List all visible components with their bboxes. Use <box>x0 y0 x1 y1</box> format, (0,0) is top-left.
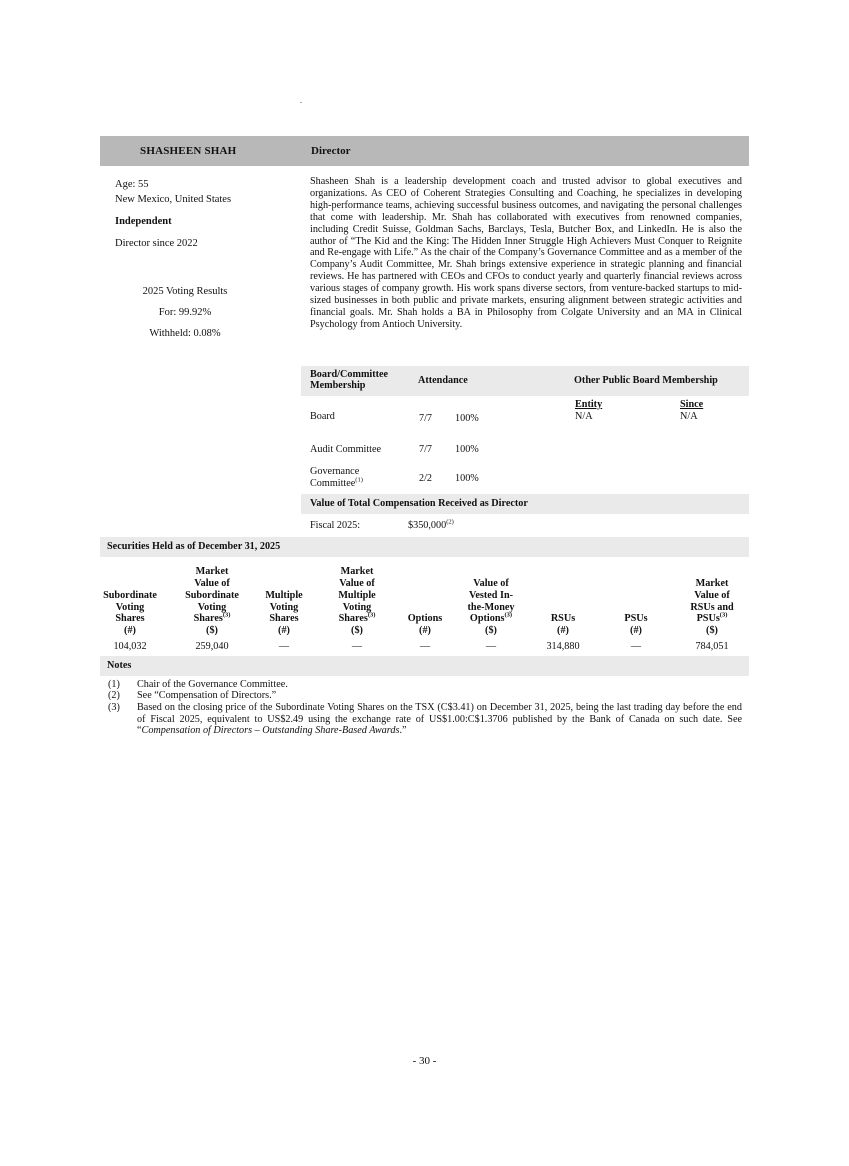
securities-value: 104,032 <box>113 641 147 652</box>
audit-row-fraction: 7/7 <box>419 444 433 455</box>
membership-header-line1: Board/Committee <box>310 369 389 380</box>
securities-value: — <box>351 641 363 652</box>
note-text: Chair of the Governance Committee. <box>137 679 288 690</box>
board-row-percent: 100% <box>455 413 479 424</box>
since-label: Since <box>680 399 704 410</box>
footnote-ref: (1) <box>355 476 363 484</box>
since-value: N/A <box>680 411 698 422</box>
notes-title: Notes <box>107 660 132 671</box>
note-number: (1) <box>108 679 120 690</box>
attendance-column-header: Attendance <box>418 375 468 386</box>
other-board-column-header: Other Public Board Membership <box>574 375 718 386</box>
securities-column-header: Multiple Voting Shares (#) <box>265 589 303 637</box>
footnote-ref: (2) <box>446 518 454 526</box>
securities-value: — <box>630 641 642 652</box>
director-name: SHASHEEN SHAH <box>140 145 237 157</box>
independence-status: Independent <box>115 216 172 227</box>
audit-row-label: Audit Committee <box>310 444 382 455</box>
note-number: (2) <box>108 690 120 701</box>
director-since-text: Director since 2022 <box>115 238 198 249</box>
fiscal-label: Fiscal 2025: <box>310 520 361 531</box>
securities-column-header: PSUs (#) <box>624 613 648 637</box>
securities-column-header: Value of Vested In- the-Money Options$^{(3)}$ ($) <box>467 578 515 637</box>
director-biography: Shasheen Shah is a leadership development coach and trusted advisor to global executives and organizations. As CEO of Coherent Strategies Consulting and Coaching, he specializes in developing high-performance teams, achieving successful business outcomes, and navigating the personal challenges that come with leadership. Mr. Shah has collaborated with executives from renowned companies, including Credit Suisse, Goldman Sachs, Barclays, Tesla, Butcher Box, and LinkedIn. He is also the author of “The Kid and the King: The Hidden Inner Struggle High Achievers Must Conquer to Reignite and Re-engage with Life.” As the chair of the Company’s Governance Committee and as a member of the Company’s Audit Committee, Mr. Shah brings extensive experience in strategic planning and financial reviews. He has partnered with CEOs and CFOs to conduct yearly and quarterly financial reviews across various stages of company growth. His work spans diverse sectors, from venture-backed startups to mid-sized businesses in both public and private markets, ensuring alignment between strategic activities and financial goals. Mr. Shah holds a BA in Philosophy from Colgate University and an MA in Clinical Psychology from Antioch University. <box>310 176 742 330</box>
securities-column-header: Subordinate Voting Shares (#) <box>103 589 157 637</box>
note-text <box>137 702 742 737</box>
securities-column-header: Market Value of RSUs and PSUs$^{(3)}$ ($) <box>690 578 734 637</box>
governance-label-line2: Committee <box>310 477 356 489</box>
securities-value: 784,051 <box>695 641 729 652</box>
governance-row-percent: 100% <box>455 473 479 484</box>
fiscal-value <box>408 520 454 531</box>
note-text-part: .” <box>399 725 407 737</box>
director-header <box>100 136 749 166</box>
membership-header-line2: Membership <box>310 380 366 391</box>
securities-title: Securities Held as of December 31, 2025 <box>107 541 281 552</box>
audit-row-percent: 100% <box>455 444 479 455</box>
note-text-part: Based on the closing price of the Subordinate Voting Shares on the TSX (C$3.41) on December 31, 2025, being the last trading day before the end of Fiscal 2025, equivalent to US$2.49 using the exchange rate of US$1.00:C$1.3706 published by the Bank of Canada on such date. See “ <box>137 702 742 737</box>
membership-column-header <box>310 369 388 391</box>
securities-header <box>100 537 749 557</box>
board-table-header <box>301 366 749 396</box>
voting-results <box>130 281 240 344</box>
note-item <box>108 702 742 737</box>
compensation-amount: $350,000 <box>408 520 447 531</box>
governance-row-fraction: 2/2 <box>419 473 433 484</box>
compensation-title: Value of Total Compensation Received as Director <box>310 498 528 509</box>
note-item <box>108 679 742 691</box>
entity-label: Entity <box>575 399 603 410</box>
governance-row-label <box>310 466 363 489</box>
securities-column-header: Market Value of Subordinate Voting Shares$^{(3)}$ ($) <box>185 566 239 637</box>
securities-value: — <box>485 641 497 652</box>
director-profile <box>115 177 265 251</box>
note-text: See “Compensation of Directors.” <box>137 690 277 701</box>
securities-value: — <box>419 641 431 652</box>
compensation-header <box>301 494 749 514</box>
stray-mark: . <box>300 96 302 105</box>
board-row-fraction: 7/7 <box>419 413 433 424</box>
board-row-label: Board <box>310 411 335 422</box>
securities-value: 314,880 <box>546 641 580 652</box>
securities-column-header: Market Value of Multiple Voting Shares$^{(3)}$ ($) <box>338 566 376 637</box>
securities-column-header: Options (#) <box>407 613 443 637</box>
age-text: Age: 55 <box>115 179 149 190</box>
securities-column-header: RSUs (#) <box>550 613 576 637</box>
securities-value: — <box>278 641 290 652</box>
note-text-italic: Compensation of Directors – Outstanding Share-Based Awards <box>141 725 400 737</box>
location-text: New Mexico, United States <box>115 194 232 205</box>
entity-value: N/A <box>575 411 593 422</box>
note-number: (3) <box>108 702 120 713</box>
voting-for: For: 99.92% <box>158 307 212 318</box>
securities-value: 259,040 <box>195 641 229 652</box>
note-item <box>108 690 742 702</box>
director-role: Director <box>311 145 351 157</box>
page-number: - 30 - <box>412 1055 437 1067</box>
governance-label-line1: Governance <box>310 466 360 477</box>
voting-results-title: 2025 Voting Results <box>142 286 228 297</box>
voting-withheld: Withheld: 0.08% <box>149 328 221 339</box>
notes-header <box>100 656 749 676</box>
